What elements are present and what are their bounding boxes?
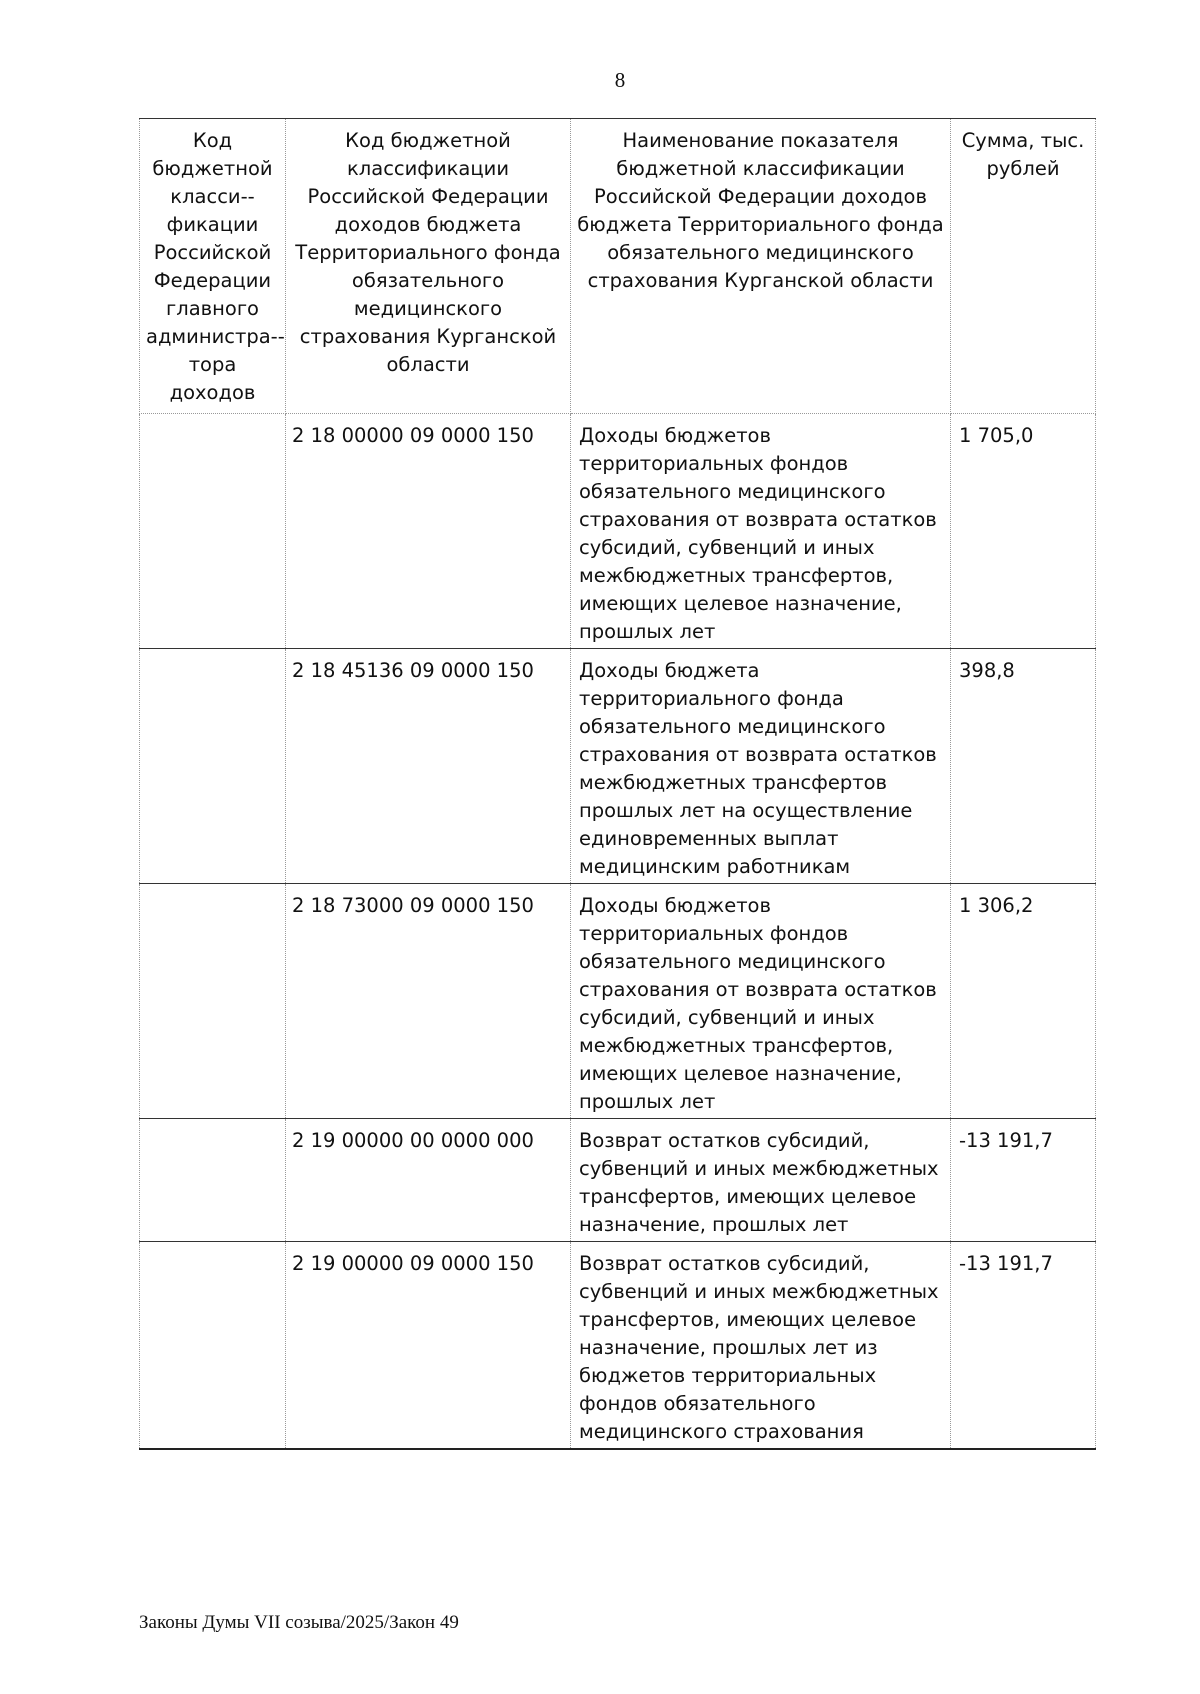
header-sum: Сумма, тыс. рублей (951, 119, 1096, 414)
budget-code-cell: 2 18 45136 09 0000 150 (286, 649, 571, 884)
admin-code-cell (140, 1242, 286, 1450)
admin-code-cell (140, 1119, 286, 1242)
indicator-name-cell: Возврат остатков субсидий, субвенций и иных межбюджетных трансфертов, имеющих целевое назначение, прошлых лет из бюджетов территориальных фондов обязательного медицинского страхования (571, 1242, 951, 1450)
indicator-name-cell: Возврат остатков субсидий, субвенций и иных межбюджетных трансфертов, имеющих целевое назначение, прошлых лет (571, 1119, 951, 1242)
sum-cell: -13 191,7 (951, 1242, 1096, 1450)
header-admin-code: Код бюджетной класси-фикации Российской Федерации главного администра-тора доходов (140, 119, 286, 414)
indicator-name-cell: Доходы бюджетов территориальных фондов обязательного медицинского страхования от возврата остатков субсидий, субвенций и иных межбюджетных трансфертов, имеющих целевое назначение, прошлых лет (571, 414, 951, 649)
indicator-name-cell: Доходы бюджета территориального фонда обязательного медицинского страхования от возврата остатков межбюджетных трансфертов прошлых лет на осуществление единовременных выплат медицинским работникам (571, 649, 951, 884)
admin-code-cell (140, 649, 286, 884)
sum-cell: 1 705,0 (951, 414, 1096, 649)
table-header (140, 119, 1096, 414)
budget-code-cell: 2 19 00000 00 0000 000 (286, 1119, 571, 1242)
table-body (140, 414, 1096, 1450)
table-row (140, 884, 1096, 1119)
budget-code-cell: 2 19 00000 09 0000 150 (286, 1242, 571, 1450)
admin-code-cell (140, 414, 286, 649)
header-row (140, 119, 1096, 414)
header-budget-code: Код бюджетной классификации Российской Федерации доходов бюджета Территориального фонда обязательного медицинского страхования Курганской области (286, 119, 571, 414)
budget-code-cell: 2 18 73000 09 0000 150 (286, 884, 571, 1119)
table-row (140, 414, 1096, 649)
sum-cell: -13 191,7 (951, 1119, 1096, 1242)
header-indicator-name: Наименование показателя бюджетной классификации Российской Федерации доходов бюджета Территориального фонда обязательного медицинского страхования Курганской области (571, 119, 951, 414)
page-number: 8 (614, 68, 626, 92)
table-row (140, 1242, 1096, 1450)
budget-code-cell: 2 18 00000 09 0000 150 (286, 414, 571, 649)
document-footer: Законы Думы VII созыва/2025/Закон 49 (139, 1612, 459, 1633)
table-row (140, 649, 1096, 884)
admin-code-cell (140, 884, 286, 1119)
indicator-name-cell: Доходы бюджетов территориальных фондов обязательного медицинского страхования от возврата остатков субсидий, субвенций и иных межбюджетных трансфертов, имеющих целевое назначение, прошлых лет (571, 884, 951, 1119)
sum-cell: 1 306,2 (951, 884, 1096, 1119)
table-row (140, 1119, 1096, 1242)
budget-table (139, 118, 1096, 1450)
sum-cell: 398,8 (951, 649, 1096, 884)
